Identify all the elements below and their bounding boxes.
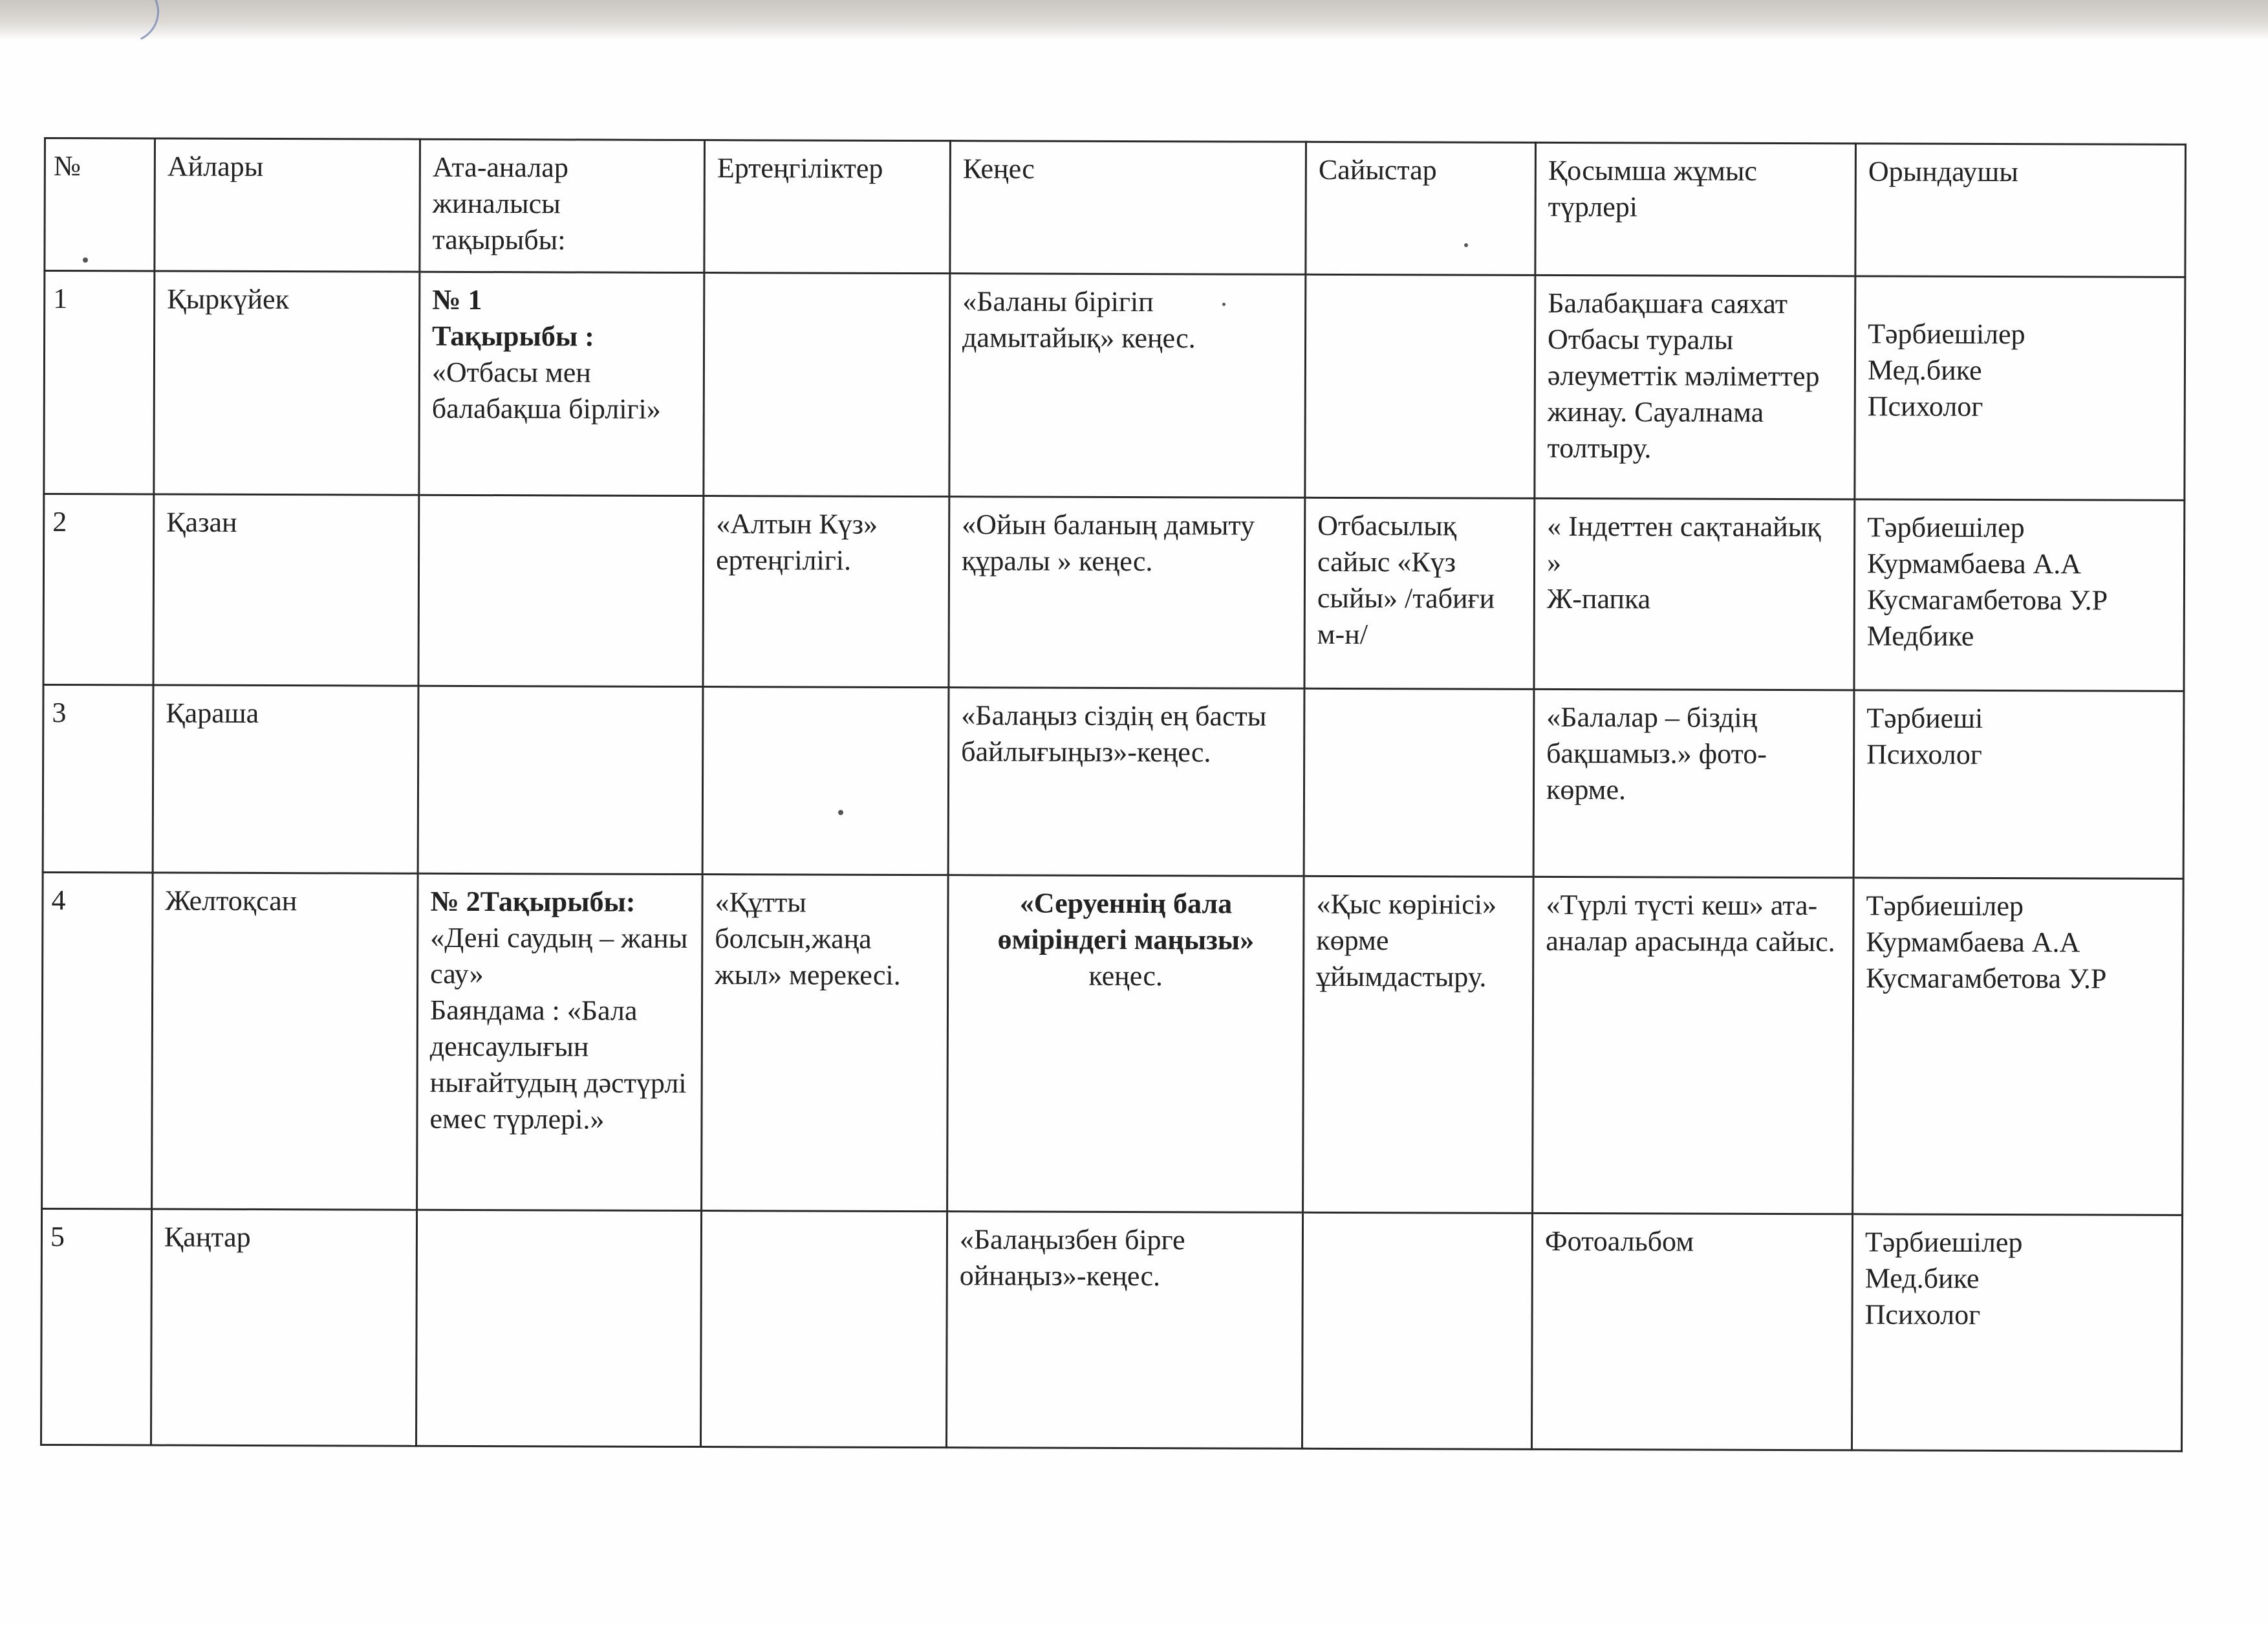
row-additional: Фотоальбом: [1531, 1213, 1852, 1450]
row-contest: [1302, 1212, 1532, 1449]
header-meeting-topic: Ата-аналар жиналысы тақырыбы:: [420, 139, 705, 272]
additional-line: « Індеттен сақтанайық »: [1546, 510, 1821, 578]
row-advice: «Балаңыз сіздің ең басты байлығыңыз»-кеңес.: [948, 688, 1304, 877]
row-month: Қазан: [153, 494, 419, 686]
performer: Тәрбиешілер: [1867, 511, 2025, 544]
performer: Тәрбиешілер: [1868, 318, 2025, 351]
scan-speck: [1222, 303, 1226, 306]
row-additional: Балабақшаға саяхат Отбасы туралы әлеуметтік мәліметтер жинау. Сауалнама толтыру.: [1535, 275, 1855, 499]
row-advice: «Ойын баланың дамыту құралы » кеңес.: [949, 497, 1305, 689]
header-row: [45, 138, 2186, 278]
row-performers: [1855, 276, 2185, 501]
performer: Психолог: [1864, 1298, 1981, 1331]
header-performers: Орындаушы: [1855, 144, 2186, 278]
header-contests: Сайыстар: [1306, 142, 1536, 275]
performer: Мед.бике: [1867, 354, 1982, 386]
meeting-line: «Дені саудың – жаны сау»: [430, 921, 688, 990]
performer: Мед.бике: [1864, 1262, 1980, 1294]
scan-top-edge: [0, 0, 2268, 40]
table-row: [43, 494, 2185, 692]
performer: Психолог: [1867, 390, 1983, 422]
row-month: Қаңтар: [151, 1209, 417, 1446]
row-num: 3: [43, 685, 153, 873]
meeting-subtitle: Тақырыбы :: [432, 320, 594, 353]
document-page: [40, 137, 2185, 1450]
row-contest: [1305, 274, 1535, 498]
advice-suffix: кеңес.: [1088, 959, 1163, 992]
performer: Медбике: [1866, 620, 1974, 652]
table-row: [44, 271, 2185, 501]
row-month: Қыркүйек: [154, 271, 420, 495]
meeting-number: № 2Тақырыбы:: [430, 885, 636, 918]
row-num: 4: [42, 872, 153, 1209]
performer: Тәрбиешілер: [1866, 889, 2024, 922]
meeting-number: № 1: [432, 283, 482, 316]
scan-speck: [1464, 243, 1468, 247]
row-performers: [1854, 499, 2185, 692]
row-matinee: «Құтты болсын,жаңа жыл» мерекесі.: [702, 875, 949, 1212]
table-row: [43, 685, 2184, 879]
additional-line: Ж-папка: [1546, 582, 1651, 615]
header-num: №: [45, 138, 155, 272]
header-matinees: Ертеңгіліктер: [704, 140, 951, 274]
scan-speck: [83, 257, 88, 263]
row-contest: «Қыс көрінісі» көрме ұйымдастыру.: [1303, 876, 1534, 1213]
row-advice: «Балаңызбен бірге ойнаңыз»-кеңес.: [946, 1212, 1302, 1449]
table-row: [42, 872, 2184, 1215]
row-advice: [947, 875, 1304, 1213]
performer: Психолог: [1866, 738, 1982, 770]
row-additional: [1534, 498, 1855, 690]
row-num: 5: [41, 1208, 152, 1445]
row-meeting-topic: [416, 1210, 701, 1446]
scan-speck: [838, 810, 843, 815]
row-matinee: [704, 273, 950, 497]
performer: Кусмагамбетова У.Р: [1866, 962, 2107, 995]
row-meeting-topic: [418, 686, 703, 874]
row-month: Қараша: [153, 685, 418, 873]
row-meeting-topic: [419, 272, 704, 496]
row-performers: [1853, 690, 2184, 879]
row-month: Желтоқсан: [152, 873, 418, 1210]
parents-work-plan-table: [40, 137, 2187, 1452]
header-advice: Кеңес: [950, 141, 1306, 275]
meeting-text: «Отбасы мен балабақша бірлігі»: [431, 356, 661, 425]
performer: Курмамбаева А.А: [1866, 926, 2080, 959]
row-matinee: [702, 687, 949, 875]
row-additional: «Түрлі түсті кеш» ата-аналар арасында сайыс.: [1533, 877, 1854, 1214]
row-contest: Отбасылық сайыс «Күз сыйы» /табиғи м-н/: [1304, 497, 1535, 689]
row-meeting-topic: [418, 495, 704, 686]
row-advice: «Баланы бірігіп дамытайық» кеңес.: [949, 274, 1306, 498]
row-contest: [1304, 688, 1534, 877]
row-num: 2: [43, 494, 154, 686]
row-performers: [1853, 878, 2184, 1216]
meeting-line: Баяндама : «Бала денсаулығын нығайтудың дәстүрлі емес түрлері.»: [429, 994, 687, 1135]
row-num: 1: [44, 271, 155, 495]
header-months: Айлары: [155, 138, 420, 272]
header-additional: Қосымша жұмыс түрлері: [1535, 142, 1856, 276]
performer: Курмамбаева А.А: [1866, 547, 2082, 580]
performer: Тәрбиеші: [1866, 702, 1983, 734]
row-performers: [1852, 1214, 2182, 1452]
table-row: [41, 1208, 2183, 1451]
row-matinee: «Алтын Күз» ертеңгілігі.: [703, 496, 949, 688]
performer: Кусмагамбетова У.Р: [1866, 583, 2108, 616]
advice-title: «Серуеннің бала өміріндегі маңызы»: [997, 887, 1255, 956]
row-additional: «Балалар – біздің бақшамыз.» фото-көрме.: [1533, 689, 1854, 877]
row-meeting-topic: [417, 873, 703, 1210]
performer: Тәрбиешілер: [1864, 1226, 2023, 1259]
row-matinee: [700, 1211, 947, 1448]
